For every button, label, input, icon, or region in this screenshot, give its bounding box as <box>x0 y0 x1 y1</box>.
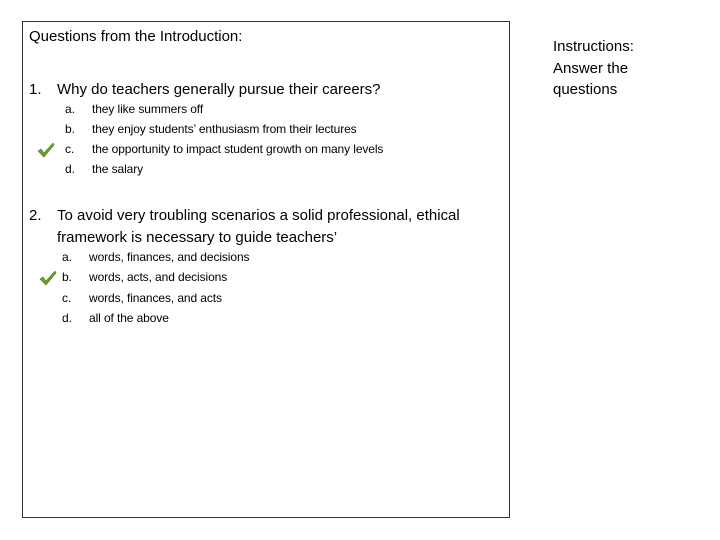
q1-option-d: the salary <box>92 162 144 176</box>
q2-option-b: words, acts, and decisions <box>89 270 228 284</box>
question-2-text-line2: framework is necessary to guide teachers’ <box>57 229 338 246</box>
instructions-text: Instructions: Answer the questions <box>553 38 634 98</box>
question-2-text-line1: To avoid very troubling scenarios a solid professional, ethical <box>57 207 460 224</box>
q2-option-d: all of the above <box>89 311 169 325</box>
q2-option-d-letter: d. <box>62 311 72 325</box>
q1-option-d-letter: d. <box>65 162 75 176</box>
q1-option-b: they enjoy students’ enthusiasm from their lectures <box>92 122 357 136</box>
q2-option-a-letter: a. <box>62 250 72 264</box>
checkmark-icon <box>39 270 57 286</box>
q1-option-c-letter: c. <box>65 142 75 156</box>
q2-option-a: words, finances, and decisions <box>89 250 250 264</box>
q1-option-c: the opportunity to impact student growth on many levels <box>92 142 384 156</box>
question-1-number: 1. <box>29 81 42 98</box>
q2-option-c-letter: c. <box>62 291 72 305</box>
q1-option-b-letter: b. <box>65 122 75 136</box>
q1-option-a: they like summers off <box>92 102 204 116</box>
q2-option-b-letter: b. <box>62 270 72 284</box>
checkmark-icon <box>37 142 55 158</box>
q2-option-c: words, finances, and acts <box>89 291 222 305</box>
question-1-text: Why do teachers generally pursue their careers? <box>57 81 381 98</box>
q1-option-a-letter: a. <box>65 102 75 116</box>
page-title: Questions from the Introduction: <box>29 28 243 45</box>
question-2-number: 2. <box>29 207 42 224</box>
